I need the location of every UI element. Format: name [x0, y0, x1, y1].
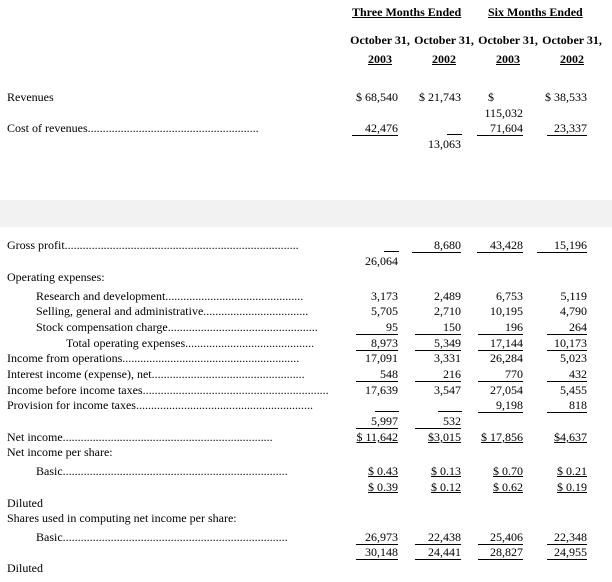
before-tax-c3: 27,054	[490, 383, 523, 397]
stock-c3: 196	[478, 320, 523, 335]
page-break-band	[0, 200, 612, 227]
diluted-shares-c3: 28,827	[478, 545, 523, 560]
rnd-c1: 3,173	[371, 289, 398, 303]
sga-label: Selling, general and administrative...................................	[36, 304, 309, 318]
diluted-c3: $ 0.62	[493, 480, 523, 494]
basic-shares-c4: 22,348	[547, 530, 587, 545]
gross-c4: 15,196	[537, 238, 587, 253]
basic-shares-label-text: Basic	[36, 530, 63, 544]
provision-c2: 532	[415, 414, 461, 429]
cost-c2: 13,063	[428, 137, 461, 151]
period-1-year: 2003	[368, 52, 392, 66]
basic-c3: $ 0.70	[493, 464, 523, 478]
revenues-c4: $ 38,533	[545, 90, 587, 104]
net-income-c3: $ 17,856	[481, 430, 523, 444]
income-ops-c3: 26,284	[490, 351, 523, 365]
basic-shares-label: Basic...........................................................................	[36, 530, 288, 544]
sga-c2: 2,710	[434, 304, 461, 318]
provision-c1: 5,997	[356, 414, 398, 429]
stock-c1: 95	[356, 320, 398, 335]
period-2-date: October 31,	[414, 33, 474, 47]
period-4-date: October 31,	[542, 33, 602, 47]
diluted-c4: $ 0.19	[557, 480, 587, 494]
period-2-year: 2002	[432, 52, 456, 66]
sga-c1: 5,705	[371, 304, 398, 318]
header-six-months: Six Months Ended	[488, 5, 583, 19]
interest-c4: 432	[547, 367, 587, 382]
total-opex-c3: 17,144	[478, 336, 523, 351]
net-income-c1: $ 11,642	[356, 430, 398, 444]
sga-label-text: Selling, general and administrative	[36, 304, 204, 318]
interest-c3: 770	[478, 367, 523, 382]
gross-c1: 26,064	[365, 254, 398, 268]
before-tax-label: Income before income taxes..............................................................	[7, 383, 329, 397]
provision-label: Provision for income taxes...........................................................	[7, 398, 313, 412]
interest-label-text: Interest income (expense), net	[7, 367, 152, 381]
before-tax-label-text: Income before income taxes	[7, 383, 143, 397]
net-income-label: Net income......................................................................	[7, 430, 273, 444]
gross-c1-rule	[384, 251, 399, 252]
before-tax-c1: 17,639	[365, 383, 398, 397]
opex-label: Operating expenses:	[7, 270, 105, 284]
cost-c3: 71,604	[477, 121, 523, 136]
cost-c4: 23,337	[547, 121, 587, 136]
diluted-c2: $ 0.12	[431, 480, 461, 494]
gross-label-text: Gross profit	[7, 238, 65, 252]
total-opex-label: Total operating expenses...........................................	[66, 336, 315, 350]
rnd-c2: 2,489	[434, 289, 461, 303]
provision-label-text: Provision for income taxes	[7, 398, 136, 412]
net-income-c2: $3,015	[428, 430, 461, 444]
basic-label: Basic...........................................................................	[36, 464, 288, 478]
interest-c2: 216	[415, 367, 461, 382]
interest-c1: 548	[356, 367, 398, 382]
basic-c1: $ 0.43	[368, 464, 398, 478]
rnd-c4: 5,119	[560, 289, 587, 303]
stock-c4: 264	[547, 320, 587, 335]
before-tax-c4: 5,455	[560, 383, 587, 397]
period-3-date: October 31,	[478, 33, 538, 47]
diluted-label: Diluted	[7, 496, 43, 510]
income-ops-c4: 5,023	[560, 351, 587, 365]
gross-c3: 43,428	[477, 238, 523, 253]
gross-c2: 8,680	[412, 238, 461, 253]
income-ops-c2: 3,331	[434, 351, 461, 365]
revenues-c3: 115,032	[484, 106, 523, 120]
stock-label: Stock compensation charge..................................................	[36, 320, 318, 334]
total-opex-c1: 8,973	[356, 336, 398, 351]
stock-label-text: Stock compensation charge	[36, 320, 168, 334]
diluted-shares-c2: 24,441	[415, 545, 461, 560]
income-ops-c1: 17,091	[365, 351, 398, 365]
basic-shares-c1: 26,973	[356, 530, 398, 545]
revenues-c1: $ 68,540	[356, 90, 398, 104]
provision-c4: 818	[547, 398, 587, 413]
cost-c2-rule	[447, 134, 462, 135]
rnd-label-text: Research and development	[36, 289, 166, 303]
basic-c2: $ 0.13	[431, 464, 461, 478]
gross-label: Gross profit..............................................................................	[7, 238, 299, 252]
header-three-months: Three Months Ended	[352, 5, 462, 19]
diluted-c1: $ 0.39	[368, 480, 398, 494]
cost-label: Cost of revenues.........................................................	[7, 121, 259, 135]
period-4-year: 2002	[560, 52, 584, 66]
total-opex-label-text: Total operating expenses	[66, 336, 186, 350]
stock-c2: 150	[415, 320, 461, 335]
revenues-c2: $ 21,743	[419, 90, 461, 104]
cost-label-text: Cost of revenues	[7, 121, 88, 135]
basic-shares-c3: 25,406	[478, 530, 523, 545]
basic-c4: $ 0.21	[557, 464, 587, 478]
provision-c3: 9,198	[478, 398, 523, 413]
nips-label: Net income per share:	[7, 445, 113, 459]
rnd-c3: 6,753	[496, 289, 523, 303]
revenues-label: Revenues	[7, 90, 54, 104]
diluted-shares-c1: 30,148	[356, 545, 398, 560]
basic-shares-c2: 22,438	[415, 530, 461, 545]
period-1-date: October 31,	[350, 33, 410, 47]
cost-c1: 42,476	[352, 121, 398, 136]
shares-label: Shares used in computing net income per share:	[7, 511, 237, 525]
sga-c4: 4,790	[560, 304, 587, 318]
revenues-c3-dollar: $	[488, 90, 494, 104]
net-income-c4: $4,637	[554, 430, 587, 444]
total-opex-c2: 5,349	[415, 336, 461, 351]
diluted2-label: Diluted	[7, 561, 43, 575]
provision-c1-rule	[375, 411, 399, 412]
total-opex-c4: 10,173	[547, 336, 587, 351]
period-3-year: 2003	[496, 52, 520, 66]
interest-label: Interest income (expense), net...................................................	[7, 367, 305, 381]
diluted-shares-c4: 24,955	[547, 545, 587, 560]
provision-c2-rule	[438, 411, 462, 412]
before-tax-c2: 3,547	[434, 383, 461, 397]
net-income-label-text: Net income	[7, 430, 63, 444]
income-ops-label-text: Income from operations	[7, 351, 123, 365]
basic-label-text: Basic	[36, 464, 63, 478]
rnd-label: Research and development..............................................	[36, 289, 304, 303]
income-ops-label: Income from operations...........................................................	[7, 351, 300, 365]
sga-c3: 10,195	[490, 304, 523, 318]
